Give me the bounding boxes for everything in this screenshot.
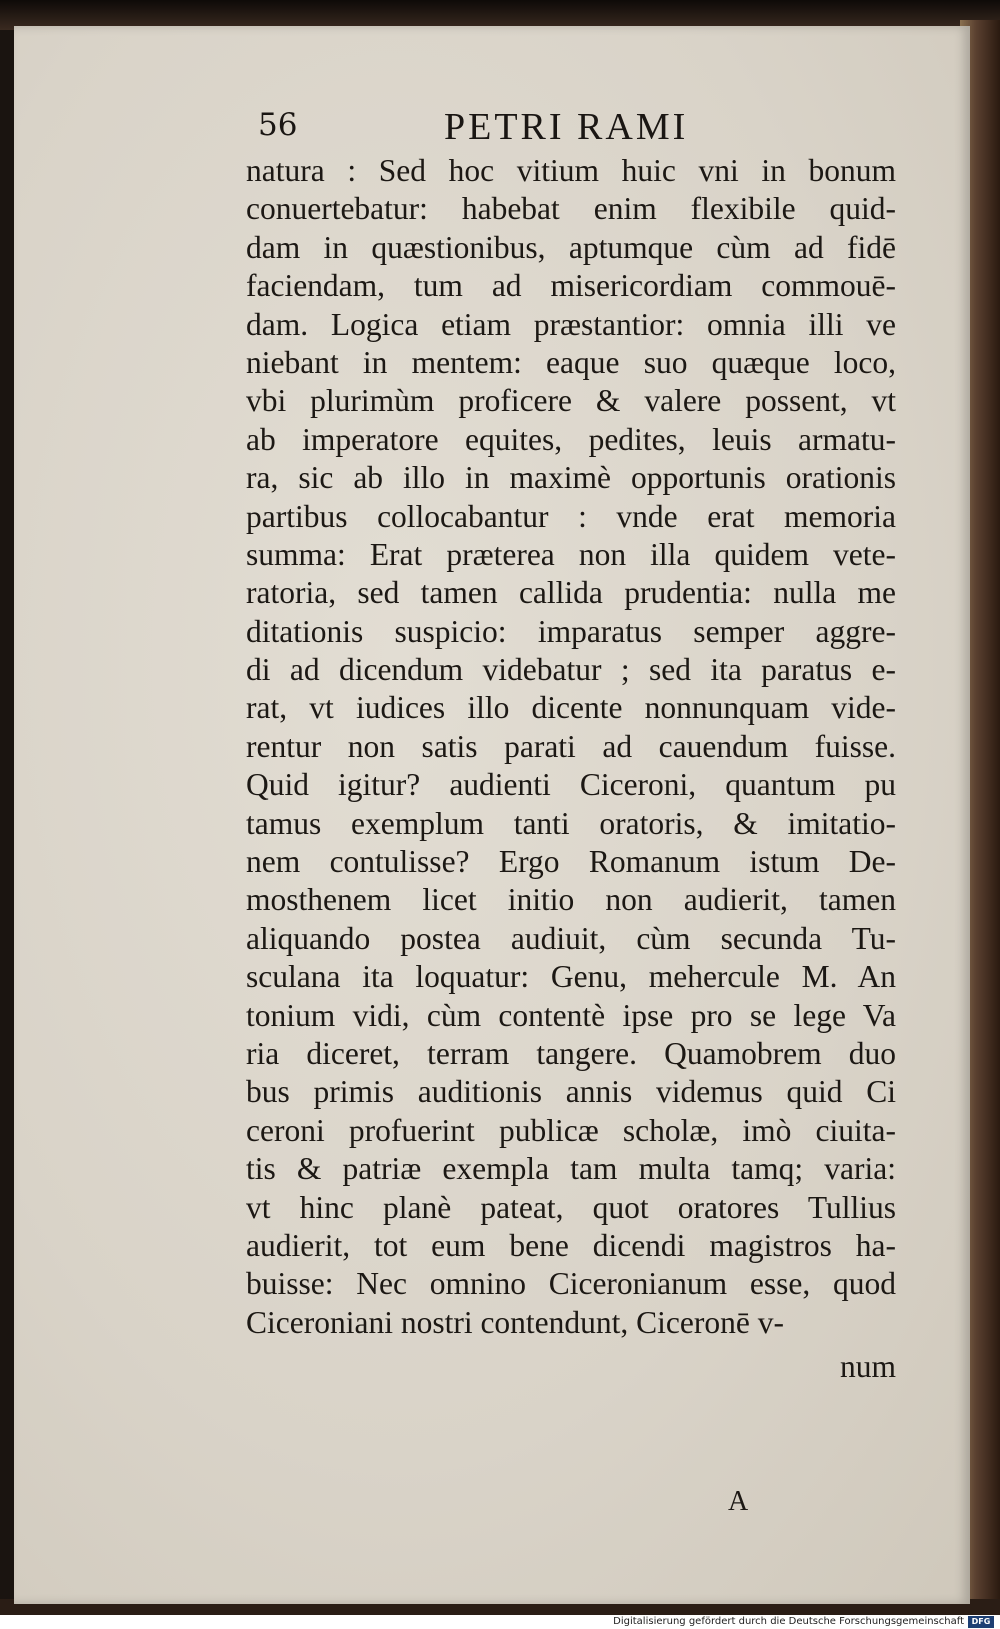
text-line: summa: Erat præterea non illa quidem vete-: [246, 536, 896, 572]
text-line: ratoria, sed tamen callida prudentia: nulla me: [246, 575, 896, 611]
text-line: audierit, tot eum bene dicendi magistros ha-: [246, 1227, 896, 1263]
text-line: bus primis auditionis annis videmus quid Ci: [246, 1074, 896, 1110]
text-line: rentur non satis parati ad cauendum fuisse.: [246, 728, 896, 764]
text-line: vbi plurimùm proficere & valere possent, vt: [246, 383, 896, 419]
funding-credit: Digitalisierung gefördert durch die Deutsche Forschungsgemeinschaft: [613, 1616, 964, 1627]
text-line: ceroni profuerint publicæ scholæ, imò ciuita-: [246, 1112, 896, 1148]
text-line: ra, sic ab illo in maximè opportunis orationis: [246, 460, 896, 496]
text-line: ditationis suspicio: imparatus semper aggre-: [246, 613, 896, 649]
text-line: vt hinc planè pateat, quot oratores Tullius: [246, 1189, 896, 1225]
text-line: dam. Logica etiam præstantior: omnia illi ve: [246, 306, 896, 342]
page-number: 56: [258, 107, 298, 143]
text-line: faciendam, tum ad misericordiam commouē-: [246, 268, 896, 304]
text-line: partibus collocabantur : vnde erat memoria: [246, 498, 896, 534]
text-line: conuertebatur: habebat enim flexibile quid-: [246, 191, 896, 227]
catchword: num: [839, 1349, 896, 1385]
text-line: rat, vt iudices illo dicente nonnunquam vide-: [246, 690, 896, 726]
text-line: ria diceret, terram tangere. Quamobrem duo: [246, 1035, 896, 1071]
text-line: sculana ita loquatur: Genu, mehercule M. An: [246, 959, 896, 995]
text-line: niebant in mentem: eaque suo quæque loco,: [246, 344, 896, 380]
text-line: di ad dicendum videbatur ; sed ita paratus e-: [246, 652, 896, 688]
text-line: dam in quæstionibus, aptumque cùm ad fidē: [246, 229, 896, 265]
text-line: ab imperatore equites, pedites, leuis armatu-: [246, 421, 896, 457]
text-line: mosthenem licet initio non audierit, tamen: [246, 882, 896, 918]
dfg-logo-badge: DFG: [968, 1616, 994, 1628]
body-text: [246, 152, 896, 1387]
text-line: tis & patriæ exempla tam multa tamq; varia:: [246, 1151, 896, 1187]
text-line: tamus exemplum tanti oratoris, & imitatio-: [246, 805, 896, 841]
text-line: Ciceroniani nostri contendunt, Ciceronē v-: [246, 1304, 784, 1340]
text-line: aliquando postea audiuit, cùm secunda Tu-: [246, 920, 896, 956]
signature-mark: A: [728, 1486, 749, 1517]
page-header: [258, 103, 738, 149]
text-line: tonium vidi, cùm contentè ipse pro se lege Va: [246, 997, 896, 1033]
text-line: natura : Sed hoc vitium huic vni in bonum: [246, 153, 896, 188]
text-line: buisse: Nec omnino Ciceronianum esse, quod: [246, 1266, 896, 1302]
running-title: PETRI RAMI: [444, 106, 689, 148]
text-line: Quid igitur? audienti Ciceroni, quantum pu: [246, 767, 896, 803]
text-line: nem contulisse? Ergo Romanum istum De-: [246, 844, 896, 880]
digitization-footer: [0, 1615, 1000, 1629]
